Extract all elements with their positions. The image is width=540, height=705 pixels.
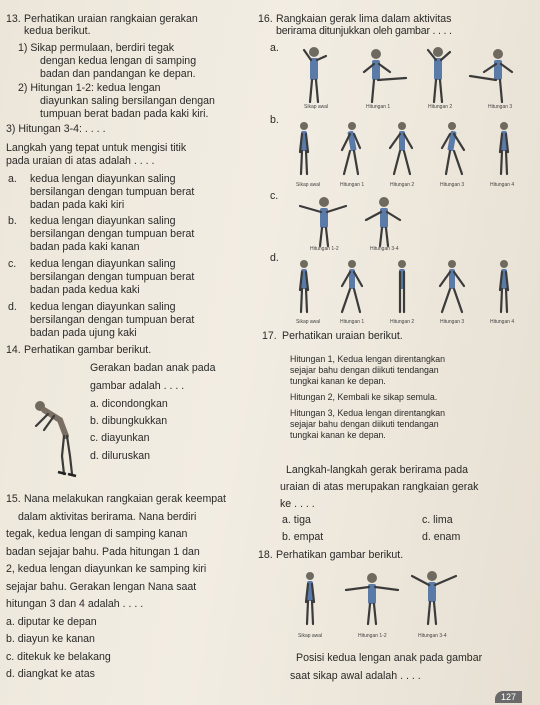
q15-number: 15. <box>6 493 21 505</box>
q16-b-fig-3 <box>390 122 412 174</box>
q17-box-line-3: tungkai kanan ke depan. <box>290 376 386 386</box>
q14-number: 14. <box>6 344 21 356</box>
q16-d-fig-1 <box>300 260 308 312</box>
q16-c-caption-1: Hitungan 1-2 <box>310 246 339 252</box>
q16-b-figures <box>290 118 535 180</box>
q17-option-d[interactable]: d. enam <box>422 531 461 543</box>
q14-child-bending-figure <box>26 386 86 481</box>
q17-box-line-1: Hitungan 1, Kedua lengan direntangkan <box>290 354 446 364</box>
q16-d-fig-5 <box>500 260 508 312</box>
q13-option-c-letter[interactable]: c. <box>8 258 17 270</box>
q16-option-c-label[interactable]: c. <box>270 190 279 202</box>
q18-fig-1 <box>306 572 314 624</box>
q13-number: 13. <box>6 13 21 25</box>
q16-a-fig-1 <box>304 47 326 102</box>
q16-b-fig-1 <box>300 122 308 174</box>
q16-b-caption-5: Hitungan 4 <box>490 182 515 188</box>
q17-option-b[interactable]: b. empat <box>282 531 324 543</box>
q16-a-caption-4: Hitungan 3 <box>488 104 513 110</box>
q16-option-b-label[interactable]: b. <box>270 114 279 126</box>
q13-line-2: kedua berikut. <box>24 25 91 37</box>
q16-d-caption-4: Hitungan 3 <box>440 319 465 325</box>
q17-box-line-5: Hitungan 3, Kedua lengan direntangkan <box>290 408 446 418</box>
q18-figures <box>296 568 466 630</box>
q18-prompt-2: saat sikap awal adalah . . . . <box>290 670 421 682</box>
q14-title: Perhatikan gambar berikut. <box>24 344 152 356</box>
q13-option-a-line-2: bersilangan dengan tumpuan berat <box>30 186 195 198</box>
q16-c-fig-2 <box>366 197 400 246</box>
q18-caption-2: Hitungan 1-2 <box>358 633 387 639</box>
q13-option-c-line-1: kedua lengan diayunkan saling <box>30 258 176 270</box>
q13-option-b-line-2: bersilangan dengan tumpuan berat <box>30 228 195 240</box>
q15-line-4: badan sejajar bahu. Pada hitungan 1 dan <box>6 546 200 558</box>
q13-option-a-letter[interactable]: a. <box>8 173 17 185</box>
q14-option-a[interactable]: a. dicondongkan <box>90 398 168 410</box>
q16-b-fig-5 <box>500 122 508 174</box>
q16-b-caption-4: Hitungan 3 <box>440 182 465 188</box>
q17-option-c[interactable]: c. lima <box>422 514 453 526</box>
q13-item-1-line-1: 1) Sikap permulaan, berdiri tegak <box>18 42 175 54</box>
q16-a-fig-2 <box>364 49 406 102</box>
q16-b-caption-1: Sikap awal <box>296 182 321 188</box>
q16-b-caption-3: Hitungan 2 <box>390 182 415 188</box>
q13-option-d-line-3: badan pada ujung kaki <box>30 327 137 339</box>
q15-line-3: tegak, kedua lengan di samping kanan <box>6 528 188 540</box>
q13-option-c-line-2: bersilangan dengan tumpuan berat <box>30 271 195 283</box>
q18-fig-3 <box>412 571 456 624</box>
q13-option-a-line-1: kedua lengan diayunkan saling <box>30 173 176 185</box>
q17-box-line-6: sejajar bahu dengan diikuti tendangan <box>290 419 439 429</box>
q14-option-c[interactable]: c. diayunkan <box>90 432 150 444</box>
q18-prompt-1: Posisi kedua lengan anak pada gambar <box>296 652 483 664</box>
q13-option-d-line-1: kedua lengan diayunkan saling <box>30 301 176 313</box>
q15-option-b[interactable]: b. diayun ke kanan <box>6 633 95 645</box>
q16-d-fig-2 <box>342 260 362 312</box>
q16-a-figures <box>286 42 536 122</box>
q17-prompt-2: uraian di atas merupakan rangkaian gerak <box>280 481 479 493</box>
q13-option-d-line-2: bersilangan dengan tumpuan berat <box>30 314 195 326</box>
q13-option-b-line-1: kedua lengan diayunkan saling <box>30 215 176 227</box>
q16-b-fig-2 <box>342 122 360 174</box>
q15-line-5: 2, kedua lengan diayunkan ke samping kiri <box>6 563 207 575</box>
q16-line-1: Rangkaian gerak lima dalam aktivitas <box>276 13 452 25</box>
q14-line-2: gambar adalah . . . . <box>90 380 185 392</box>
q15-line-2: dalam aktivitas berirama. Nana berdiri <box>18 511 197 523</box>
q13-item-1-line-3: badan dan pandangan ke depan. <box>40 68 196 80</box>
q16-d-caption-3: Hitungan 2 <box>390 319 415 325</box>
q13-option-d-letter[interactable]: d. <box>8 301 17 313</box>
q14-option-b[interactable]: b. dibungkukkan <box>90 415 168 427</box>
q16-d-caption-5: Hitungan 4 <box>490 319 515 325</box>
q16-b-caption-2: Hitungan 1 <box>340 182 365 188</box>
q16-a-fig-4 <box>470 49 512 102</box>
q17-prompt-3: ke . . . . <box>280 498 315 510</box>
q13-option-b-letter[interactable]: b. <box>8 215 17 227</box>
q13-prompt-1: Langkah yang tepat untuk mengisi titik <box>6 142 187 154</box>
q13-option-a-line-3: badan pada kaki kiri <box>30 199 125 211</box>
q16-option-d-label[interactable]: d. <box>270 252 279 264</box>
q16-d-figures <box>290 256 535 316</box>
q13-item-3: 3) Hitungan 3-4: . . . . <box>6 123 106 135</box>
q16-a-caption-3: Hitungan 2 <box>428 104 453 110</box>
q17-box-line-4: Hitungan 2, Kembali ke sikap semula. <box>290 392 438 402</box>
q13-option-c-line-3: badan pada kedua kaki <box>30 284 140 296</box>
q17-title: Perhatikan uraian berikut. <box>282 330 403 342</box>
q18-title: Perhatikan gambar berikut. <box>276 549 404 561</box>
q13-item-2-line-2: diayunkan saling bersilangan dengan <box>40 95 215 107</box>
q13-line-1: Perhatikan uraian rangkaian gerakan <box>24 13 198 25</box>
q16-d-fig-3 <box>398 260 406 312</box>
page-number: 127 <box>495 691 522 703</box>
q17-number: 17. <box>262 330 277 342</box>
q17-option-a[interactable]: a. tiga <box>282 514 311 526</box>
q13-item-2-line-1: 2) Hitungan 1-2: kedua lengan <box>18 82 161 94</box>
q15-line-6: sejajar bahu. Gerakan lengan Nana saat <box>6 581 197 593</box>
q16-c-figures <box>296 192 416 248</box>
q13-item-1-line-2: dengan kedua lengan di samping <box>40 55 197 67</box>
q18-caption-1: Sikap awal <box>298 633 323 639</box>
q15-option-c[interactable]: c. ditekuk ke belakang <box>6 651 111 663</box>
q14-option-d[interactable]: d. diluruskan <box>90 450 151 462</box>
q16-line-2: berirama ditunjukkan oleh gambar . . . . <box>276 25 452 37</box>
q13-prompt-2: pada uraian di atas adalah . . . . <box>6 155 155 167</box>
q16-b-fig-4 <box>442 122 464 174</box>
q14-line-1: Gerakan badan anak pada <box>90 362 216 374</box>
q16-c-caption-2: Hitungan 3-4 <box>370 246 399 252</box>
q15-line-7: hitungan 3 dan 4 adalah . . . . <box>6 598 144 610</box>
q16-option-a-label[interactable]: a. <box>270 42 279 54</box>
q16-a-caption-2: Hitungan 1 <box>366 104 391 110</box>
q15-option-a[interactable]: a. diputar ke depan <box>6 616 97 628</box>
q16-d-fig-4 <box>440 260 464 312</box>
q15-option-d[interactable]: d. diangkat ke atas <box>6 668 95 680</box>
q18-caption-3: Hitungan 3-4 <box>418 633 447 639</box>
q17-box-line-7: tungkai kanan ke depan. <box>290 430 386 440</box>
q16-d-caption-1: Sikap awal <box>296 319 321 325</box>
q16-number: 16. <box>258 13 273 25</box>
q16-a-caption-1: Sikap awal <box>304 104 329 110</box>
q17-prompt-1: Langkah-langkah gerak berirama pada <box>286 464 468 476</box>
q15-line-1: Nana melakukan rangkaian gerak keempat <box>24 493 226 505</box>
q13-option-b-line-3: badan pada kaki kanan <box>30 241 140 253</box>
q18-number: 18. <box>258 549 273 561</box>
q16-a-fig-3 <box>428 47 450 102</box>
q16-d-caption-2: Hitungan 1 <box>340 319 365 325</box>
q18-fig-2 <box>346 573 398 624</box>
q13-item-2-line-3: tumpuan berat badan pada kaki kiri. <box>40 108 209 120</box>
q16-c-fig-1 <box>300 197 346 246</box>
q17-box-line-2: sejajar bahu dengan diikuti tendangan <box>290 365 439 375</box>
